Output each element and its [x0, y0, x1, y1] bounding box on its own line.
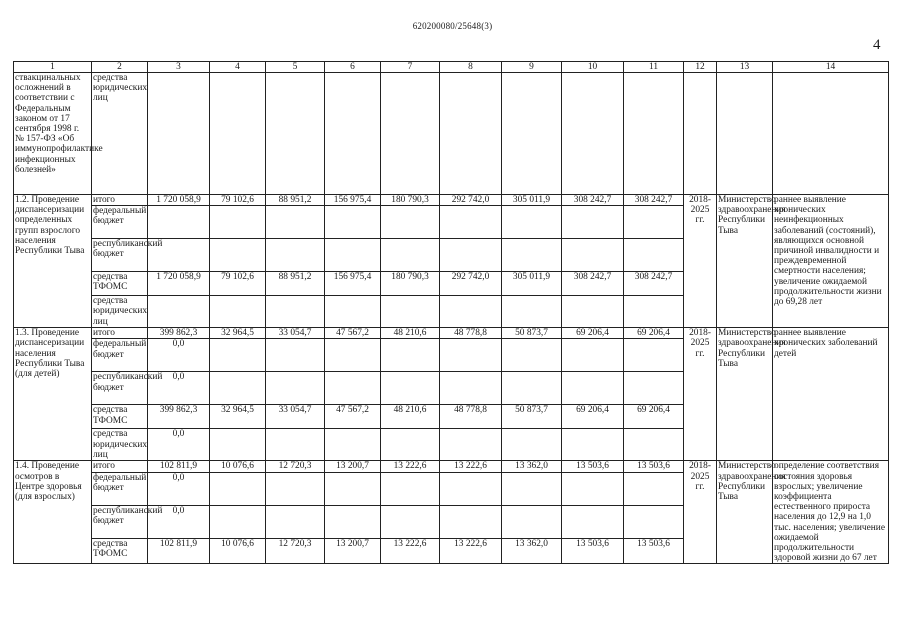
amount-cell: 47 567,2	[325, 405, 381, 429]
amount-cell: 12 720,3	[266, 539, 325, 564]
measure-name: 1.3. Проведение диспансеризации населения Республики Тыва (для детей)	[14, 328, 92, 461]
period-cell: 2018-2025 гг.	[684, 328, 717, 461]
table-row	[14, 328, 889, 339]
amount-cell	[624, 472, 684, 505]
program-table	[13, 61, 889, 564]
header-cell: 9	[502, 62, 562, 73]
amount-cell	[440, 339, 502, 372]
amount-cell	[325, 296, 381, 328]
amount-cell: 0,0	[148, 472, 210, 505]
amount-cell: 48 778,8	[440, 328, 502, 339]
amount-cell	[502, 206, 562, 239]
amount-cell	[562, 296, 624, 328]
amount-cell	[210, 372, 266, 405]
funding-source: средства ТФОМС	[92, 272, 148, 296]
table-row	[14, 461, 889, 472]
funding-source: итого	[92, 461, 148, 472]
amount-cell: 10 076,6	[210, 539, 266, 564]
amount-cell	[325, 429, 381, 461]
amount-cell	[624, 505, 684, 538]
amount-cell	[502, 239, 562, 272]
amount-cell: 156 975,4	[325, 272, 381, 296]
amount-cell: 32 964,5	[210, 328, 266, 339]
measure-name: 1.2. Проведение диспансеризации определенных групп взрослого населения Республики Тыва	[14, 195, 92, 328]
amount-cell: 50 873,7	[502, 405, 562, 429]
executor-cell: Министерство здравоохранения Республики Тыва	[717, 195, 773, 328]
amount-cell	[210, 505, 266, 538]
amount-cell	[624, 206, 684, 239]
amount-cell	[266, 372, 325, 405]
funding-source: республиканский бюджет	[92, 372, 148, 405]
header-cell: 13	[717, 62, 773, 73]
amount-cell	[624, 429, 684, 461]
amount-cell	[562, 372, 624, 405]
amount-cell	[502, 372, 562, 405]
funding-source: республиканский бюджет	[92, 239, 148, 272]
amount-cell: 0,0	[148, 372, 210, 405]
amount-cell	[624, 339, 684, 372]
amount-cell	[210, 296, 266, 328]
amount-cell	[148, 296, 210, 328]
amount-cell	[266, 296, 325, 328]
amount-cell: 308 242,7	[562, 272, 624, 296]
amount-cell: 48 210,6	[381, 328, 440, 339]
amount-cell	[502, 472, 562, 505]
funding-source: итого	[92, 328, 148, 339]
header-cell: 12	[684, 62, 717, 73]
amount-cell: 1 720 058,9	[148, 272, 210, 296]
period-cell: 2018-2025 гг.	[684, 461, 717, 564]
amount-cell	[148, 206, 210, 239]
amount-cell: 292 742,0	[440, 195, 502, 206]
amount-cell	[381, 206, 440, 239]
amount-cell: 0,0	[148, 505, 210, 538]
amount-cell	[325, 206, 381, 239]
amount-cell: 48 778,8	[440, 405, 502, 429]
amount-cell	[266, 206, 325, 239]
amount-cell: 12 720,3	[266, 461, 325, 472]
continuation-row	[14, 73, 889, 195]
header-row	[14, 62, 889, 73]
funding-source: федеральный бюджет	[92, 206, 148, 239]
funding-source: средства ТФОМС	[92, 539, 148, 564]
amount-cell: 13 362,0	[502, 539, 562, 564]
amount-cell	[266, 505, 325, 538]
amount-cell	[502, 339, 562, 372]
amount-cell: 13 503,6	[624, 539, 684, 564]
amount-cell	[381, 372, 440, 405]
amount-cell	[440, 372, 502, 405]
amount-cell: 50 873,7	[502, 328, 562, 339]
amount-cell	[266, 472, 325, 505]
amount-cell	[325, 372, 381, 405]
amount-cell	[266, 339, 325, 372]
amount-cell	[562, 429, 624, 461]
amount-cell	[562, 239, 624, 272]
measure-name: 1.4. Проведение осмотров в Центре здоровья (для взрослых)	[14, 461, 92, 564]
header-cell: 3	[148, 62, 210, 73]
page-number: 4	[873, 37, 881, 53]
table-row	[14, 195, 889, 206]
amount-cell	[440, 429, 502, 461]
result-cell: определение соответствия состояния здоровья взрослых; увеличение коэффициента естественного прироста населения до 12,9 на 1,0 тыс. населения; увеличение ожидаемой продолжительности здоровой жизни до 67 лет	[773, 461, 889, 564]
amount-cell	[502, 429, 562, 461]
amount-cell: 156 975,4	[325, 195, 381, 206]
amount-cell: 33 054,7	[266, 405, 325, 429]
amount-cell: 102 811,9	[148, 539, 210, 564]
amount-cell: 0,0	[148, 339, 210, 372]
header-cell: 6	[325, 62, 381, 73]
amount-cell: 13 503,6	[624, 461, 684, 472]
amount-cell: 13 222,6	[381, 461, 440, 472]
document-id: 620200080/25648(3)	[412, 21, 493, 31]
amount-cell	[440, 505, 502, 538]
executor-cell: Министерство здравоохранения Республики Тыва	[717, 328, 773, 461]
funding-source: средства ТФОМС	[92, 405, 148, 429]
amount-cell	[624, 372, 684, 405]
funding-source: средства юридических лиц	[93, 429, 148, 460]
amount-cell	[266, 239, 325, 272]
amount-cell	[210, 472, 266, 505]
result-cell: раннее выявление хронических заболеваний детей	[773, 328, 889, 461]
amount-cell	[562, 472, 624, 505]
table-body	[14, 62, 889, 564]
amount-cell: 292 742,0	[440, 272, 502, 296]
header-cell: 4	[210, 62, 266, 73]
amount-cell: 308 242,7	[624, 195, 684, 206]
period-cell: 2018-2025 гг.	[684, 195, 717, 328]
amount-cell: 88 951,2	[266, 195, 325, 206]
header-cell: 14	[773, 62, 889, 73]
amount-cell: 69 206,4	[624, 328, 684, 339]
amount-cell	[210, 339, 266, 372]
amount-cell	[502, 505, 562, 538]
amount-cell: 180 790,3	[381, 195, 440, 206]
amount-cell	[325, 505, 381, 538]
amount-cell	[440, 472, 502, 505]
amount-cell	[440, 206, 502, 239]
header-cell: 10	[562, 62, 624, 73]
amount-cell: 13 362,0	[502, 461, 562, 472]
amount-cell: 13 503,6	[562, 461, 624, 472]
amount-cell	[210, 429, 266, 461]
funding-source: итого	[92, 195, 148, 206]
continuation-source: средства юридических лиц	[92, 73, 148, 195]
amount-cell	[325, 239, 381, 272]
amount-cell: 13 222,6	[440, 461, 502, 472]
amount-cell	[325, 472, 381, 505]
result-cell: раннее выявление хронических неинфекционных заболеваний (состояний), являющихся основной причиной инвалидности и преждевременной смертности населения; увеличение ожидаемой продолжительности жизни до 69,28 лет	[773, 195, 889, 328]
amount-cell	[381, 505, 440, 538]
amount-cell: 69 206,4	[562, 328, 624, 339]
header-cell: 8	[440, 62, 502, 73]
header-cell: 7	[381, 62, 440, 73]
header-cell: 5	[266, 62, 325, 73]
amount-cell: 399 862,3	[148, 328, 210, 339]
header-cell: 2	[92, 62, 148, 73]
amount-cell: 88 951,2	[266, 272, 325, 296]
amount-cell	[502, 296, 562, 328]
amount-cell: 305 011,9	[502, 272, 562, 296]
amount-cell	[210, 206, 266, 239]
amount-cell	[624, 296, 684, 328]
amount-cell: 32 964,5	[210, 405, 266, 429]
amount-cell: 102 811,9	[148, 461, 210, 472]
amount-cell	[381, 339, 440, 372]
amount-cell	[440, 239, 502, 272]
amount-cell	[266, 429, 325, 461]
amount-cell: 13 200,7	[325, 539, 381, 564]
amount-cell: 305 011,9	[502, 195, 562, 206]
amount-cell: 180 790,3	[381, 272, 440, 296]
amount-cell: 69 206,4	[562, 405, 624, 429]
amount-cell: 308 242,7	[562, 195, 624, 206]
amount-cell: 13 222,6	[381, 539, 440, 564]
amount-cell	[381, 296, 440, 328]
amount-cell	[562, 339, 624, 372]
amount-cell	[325, 339, 381, 372]
amount-cell: 47 567,2	[325, 328, 381, 339]
amount-cell: 33 054,7	[266, 328, 325, 339]
amount-cell	[562, 206, 624, 239]
amount-cell: 10 076,6	[210, 461, 266, 472]
amount-cell: 13 222,6	[440, 539, 502, 564]
amount-cell	[381, 239, 440, 272]
amount-cell	[624, 239, 684, 272]
amount-cell	[440, 296, 502, 328]
amount-cell: 79 102,6	[210, 195, 266, 206]
header-cell: 11	[624, 62, 684, 73]
executor-cell: Министерство здравоохранения Республики Тыва	[717, 461, 773, 564]
amount-cell	[381, 429, 440, 461]
funding-source: федеральный бюджет	[92, 472, 148, 505]
amount-cell: 79 102,6	[210, 272, 266, 296]
amount-cell: 69 206,4	[624, 405, 684, 429]
continuation-name: ствакцинальных осложнений в соответствии с Федеральным законом от 17 сентября 1998 г. № 157-ФЗ «Об иммунопрофилактике инфекционных болезней»	[14, 73, 92, 195]
amount-cell: 48 210,6	[381, 405, 440, 429]
header-cell: 1	[14, 62, 92, 73]
amount-cell	[381, 472, 440, 505]
amount-cell: 0,0	[148, 429, 210, 461]
amount-cell: 1 720 058,9	[148, 195, 210, 206]
amount-cell: 13 503,6	[562, 539, 624, 564]
amount-cell: 399 862,3	[148, 405, 210, 429]
funding-source: республиканский бюджет	[92, 505, 148, 538]
amount-cell	[562, 505, 624, 538]
amount-cell: 308 242,7	[624, 272, 684, 296]
funding-source: федеральный бюджет	[92, 339, 148, 372]
amount-cell: 13 200,7	[325, 461, 381, 472]
amount-cell	[210, 239, 266, 272]
funding-source: средства юридических лиц	[93, 296, 148, 327]
